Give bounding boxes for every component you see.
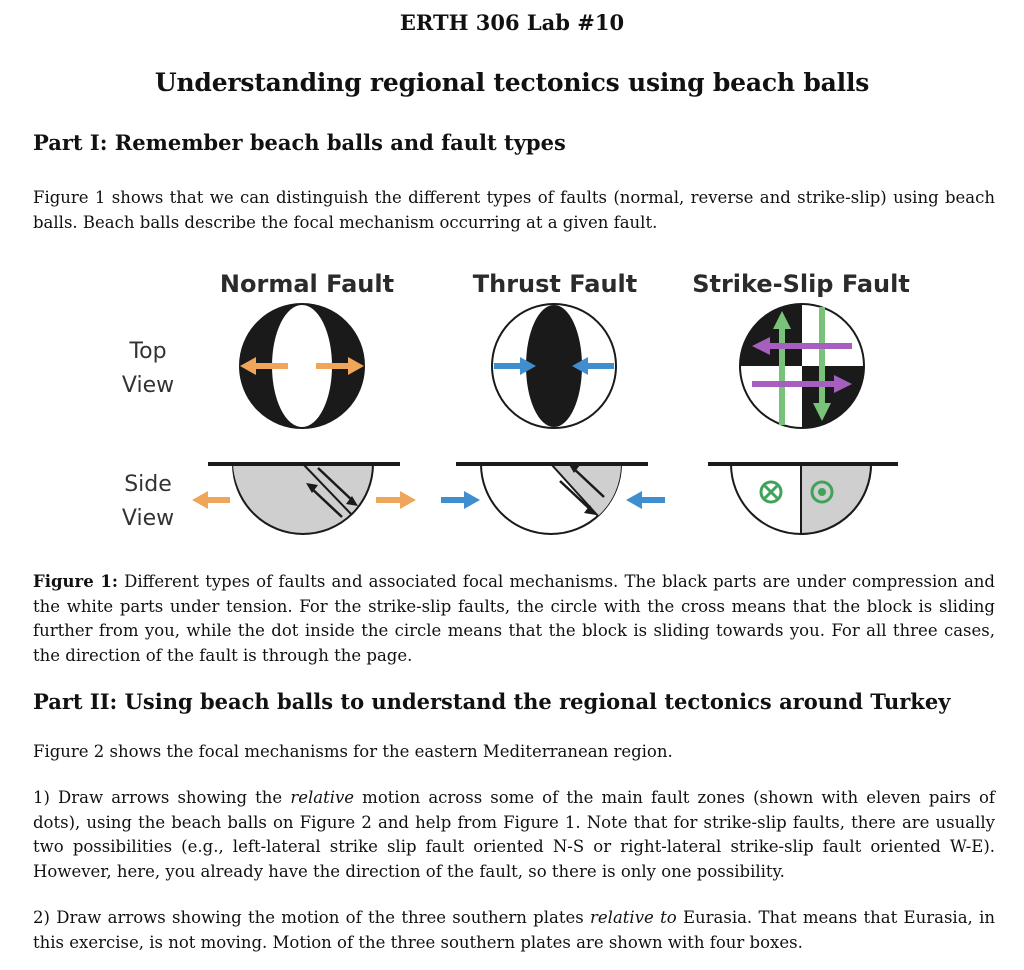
- page-title: Understanding regional tectonics using beach balls: [154, 68, 870, 97]
- column-title-normal: Normal Fault: [219, 270, 395, 298]
- row-label-side-2: View: [121, 506, 175, 531]
- normal-fault-beachball: [240, 304, 364, 428]
- row-label-top-2: View: [121, 373, 175, 398]
- strike-slip-side-view: [708, 464, 898, 534]
- question-1-text-a: 1) Draw arrows showing the: [33, 788, 291, 807]
- figure-caption: [33, 570, 995, 668]
- figure-1: [0, 255, 1024, 555]
- row-label-top-1: Top: [129, 339, 167, 364]
- question-2-text-b: Eurasia. That means that Eurasia, in this exercise, is not moving. Motion of the three southern plates are shown with four boxes.: [33, 908, 995, 952]
- caption-text: Different types of faults and associated focal mechanisms. The black parts are under compression and the white parts under tension. For the strike-slip faults, the circle with the cross means that the block is sliding further from you, while the dot inside the circle means that the block is sliding towards you. For all three cases, the direction of the fault is through the page.: [33, 572, 995, 665]
- thrust-fault-side-view: [441, 463, 665, 534]
- question-2: [33, 906, 995, 955]
- part2-intro: Figure 2 shows the focal mechanisms for the eastern Mediterranean region.: [33, 742, 673, 761]
- part1-heading: Part I: Remember beach balls and fault types: [33, 130, 566, 155]
- question-2-text-a: 2) Draw arrows showing the motion of the three southern plates: [33, 908, 591, 927]
- normal-fault-side-view: [192, 464, 416, 534]
- question-1: [33, 786, 995, 884]
- row-label-side-1: Side: [124, 472, 172, 497]
- column-title-strike-slip: Strike-Slip Fault: [692, 270, 910, 298]
- part2-heading: Part II: Using beach balls to understand the regional tectonics around Turkey: [33, 689, 951, 714]
- caption-label: Figure 1:: [33, 572, 118, 591]
- part1-intro: Figure 1 shows that we can distinguish the different types of faults (normal, reverse and strike-slip) using beach balls. Beach balls describe the focal mechanism occurring at a given fault.: [33, 188, 995, 232]
- column-title-thrust: Thrust Fault: [472, 270, 638, 298]
- question-1-emphasis: relative: [290, 788, 355, 807]
- thrust-fault-beachball: [492, 304, 616, 428]
- course-code: ERTH 306 Lab #10: [399, 10, 625, 35]
- strike-slip-beachball: [740, 304, 864, 428]
- question-1-text-b: motion across some of the main fault zones (shown with eleven pairs of dots), using the beach balls on Figure 2 and help from Figure 1. Note that for strike-slip faults, there are usually two possibilities (e.g., left-lateral strike slip fault oriented N-S or right-lateral strike-slip fault oriented W-E). However, here, you already have the direction of the fault, so there is only one possibility.: [33, 788, 995, 881]
- question-2-emphasis: relative to: [590, 908, 677, 927]
